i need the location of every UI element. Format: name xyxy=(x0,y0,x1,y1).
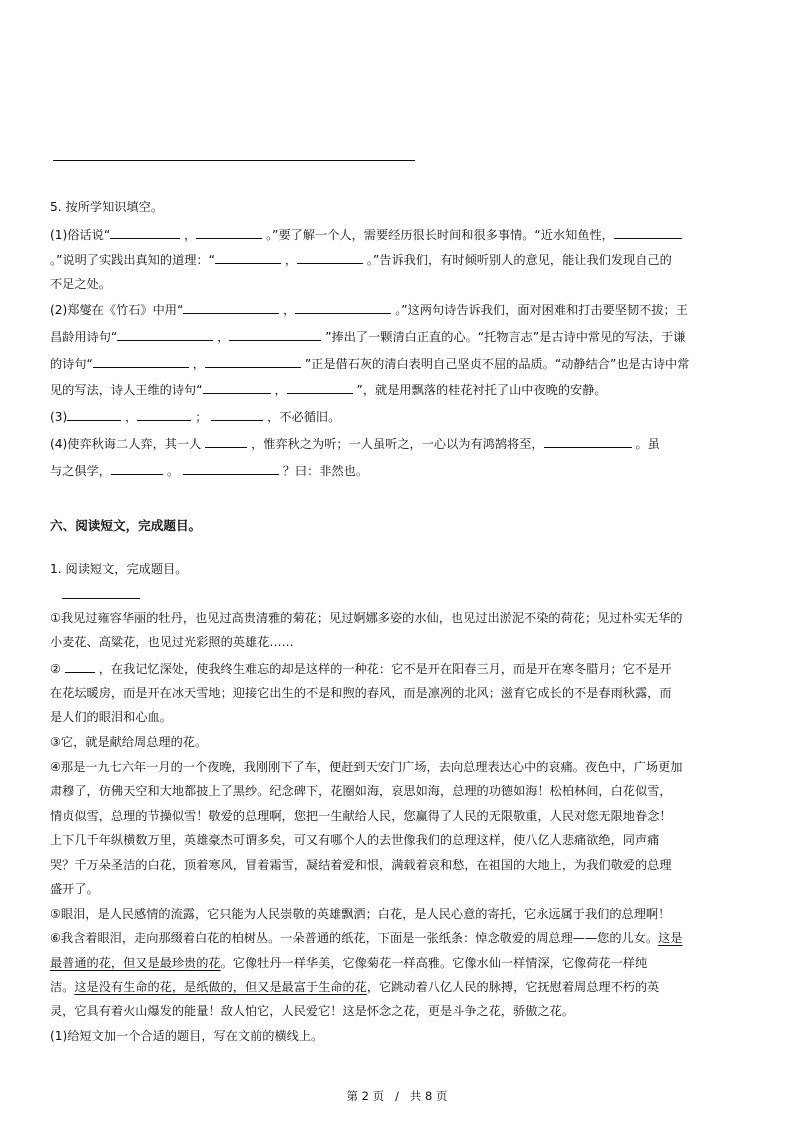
paragraph-line: ⑤眼泪，是人民感情的流露，它只能为人民崇敬的英雄飘洒；白花，是人民心意的寄托，它永远属于我们的总理啊！ xyxy=(50,907,671,921)
paragraph-line: ④那是一九七六年一月的一个夜晚，我刚刚下了车，便赶到天安门广场，去向总理表达心中的哀痛。夜色中，广场更加 xyxy=(50,760,683,774)
sub-question: (1)给短文加一个合适的题目，写在文前的横线上。 xyxy=(50,1029,324,1043)
blank[interactable] xyxy=(297,251,363,264)
blank[interactable] xyxy=(544,435,632,448)
blank[interactable] xyxy=(183,462,279,475)
q5-p1-line3: 不足之处。 xyxy=(50,277,111,291)
q5-p2-line2: 昌龄用诗句“ ， ”捧出了一颗清白正直的心。“托物言志”是古诗中常见的写法，于谦 xyxy=(50,330,686,344)
blank[interactable] xyxy=(205,355,301,368)
blank[interactable] xyxy=(203,381,271,394)
blank[interactable] xyxy=(110,226,180,239)
title-blank[interactable] xyxy=(62,588,140,599)
underlined-phrase: 这是没有生命的花，是纸做的，但又是最富于生命的花 xyxy=(74,980,367,994)
page-footer xyxy=(0,1088,794,1104)
paragraph-line: 哭？千万朵圣洁的白花，顶着寒风，冒着霜雪，凝结着爱和恨，满载着哀和愁，在祖国的大地上，为我们敬爱的总理 xyxy=(50,858,672,872)
blank[interactable] xyxy=(229,328,321,341)
blank[interactable] xyxy=(215,251,281,264)
paragraph-line: 小麦花、高粱花，也见过光彩照的英雄花…… xyxy=(50,635,294,649)
blank[interactable] xyxy=(287,381,353,394)
paragraph-line: 是人们的眼泪和心血。 xyxy=(50,710,172,724)
blank[interactable] xyxy=(196,226,262,239)
q1-title: 1. 阅读短文，完成题目。 xyxy=(50,562,188,576)
blank[interactable] xyxy=(111,462,163,475)
blank[interactable] xyxy=(614,226,682,239)
paragraph-line: ③它，就是献给周总理的花。 xyxy=(50,735,208,749)
blank[interactable] xyxy=(65,660,95,673)
answer-line xyxy=(53,160,415,161)
paragraph-line: 情贞似雪，总理的节操似雪！敬爱的总理啊，您把一生献给人民，您赢得了人民的无限敬重，人民对您无限地眷念！ xyxy=(50,809,672,823)
paragraph-line: ⑥我含着眼泪，走向那缀着白花的柏树丛。一朵普通的纸花，下面是一张纸条：悼念敬爱的周总理——您的儿女。这是 xyxy=(50,931,683,945)
paragraph-line: 洁。这是没有生命的花，是纸做的，但又是最富于生命的花，它跳动着八亿人民的脉搏，它抚慰着周总理不朽的英 xyxy=(50,980,660,994)
blank[interactable] xyxy=(67,408,121,421)
q5-title: 5. 按所学知识填空。 xyxy=(50,200,164,214)
q5-p4-line2: 与之俱学， 。 ？曰：非然也。 xyxy=(50,464,369,478)
blank[interactable] xyxy=(211,408,263,421)
page-number: 第 2 页 xyxy=(346,1089,385,1103)
paragraph-line: ①我见过雍容华丽的牡丹，也见过高贵清雅的菊花；见过婀娜多姿的水仙，也见过出淤泥不染的荷花；见过朴实无华的 xyxy=(50,611,683,625)
q5-p2-line1: (2)郑燮在《竹石》中用“ ， 。”这两句诗告诉我们，面对困难和打击要坚韧不拔；王 xyxy=(50,303,688,317)
paragraph-line: 灵，它具有着火山爆发的能量！敌人怕它，人民爱它！这是怀念之花，更是斗争之花，骄傲之花。 xyxy=(50,1004,575,1018)
q5-p4-line1: (4)使弈秋诲二人弈，其一人 ，惟弈秋之为听；一人虽听之，一心以为有鸿鹄将至， 。虽 xyxy=(50,437,660,451)
blank[interactable] xyxy=(117,328,213,341)
underlined-phrase: 最普通的花，但又是最珍贵的花 xyxy=(50,956,221,970)
paragraph-line: 盛开了。 xyxy=(50,882,99,896)
q5-p1-line1: (1)俗话说“ ， 。”要了解一个人，需要经历很长时间和很多事情。“近水知鱼性， xyxy=(50,226,682,244)
underlined-phrase: 这是 xyxy=(658,931,683,945)
q5-p2-line4: 见的写法，诗人王维的诗句“ ， ”，就是用飘落的桂花衬托了山中夜晚的安静。 xyxy=(50,383,607,397)
paragraph-line: 肃穆了，仿佛天空和大地都披上了黑纱。纪念碑下，花圈如海，哀思如海，总理的功德如海！松柏林间，白花似雪， xyxy=(50,784,672,798)
paragraph-line: ② ，在我记忆深处，使我终生难忘的却是这样的一种花：它不是开在阳春三月，而是开在寒冬腊月；它不是开 xyxy=(50,662,672,676)
section-heading: 六、阅读短文，完成题目。 xyxy=(50,518,202,533)
blank[interactable] xyxy=(205,435,247,448)
blank[interactable] xyxy=(93,355,189,368)
blank[interactable] xyxy=(295,301,391,314)
q5-p2-line3: 的诗句“ ， ”正是借石灰的清白表明自己坚贞不屈的品质。“动静结合”也是古诗中常 xyxy=(50,357,690,371)
paragraph-line: 上下几千年纵横数万里，英雄豪杰可谓多矣，可又有哪个人的去世像我们的总理这样，使八亿人悲痛欲绝，同声痛 xyxy=(50,833,660,847)
blank[interactable] xyxy=(183,301,279,314)
page-separator: / xyxy=(395,1089,399,1103)
page-total: 共 8 页 xyxy=(409,1089,448,1103)
blank[interactable] xyxy=(137,408,191,421)
q5-p3: (3) ， ； ，不必循旧。 xyxy=(50,410,341,424)
paragraph-line: 在花坛暖房，而是开在冰天雪地；迎接它出生的不是和煦的春风，而是凛冽的北风；滋育它成长的不是春雨秋露，而 xyxy=(50,686,672,700)
q5-p1-line2: 。”说明了实践出真知的道理：“ ， 。”告诉我们，有时倾听别人的意见，能让我们发现自己的 xyxy=(50,253,672,267)
paragraph-line: 最普通的花，但又是最珍贵的花。它像牡丹一样华美，它像菊花一样高雅。它像水仙一样情深，它像荷花一样纯 xyxy=(50,956,648,970)
